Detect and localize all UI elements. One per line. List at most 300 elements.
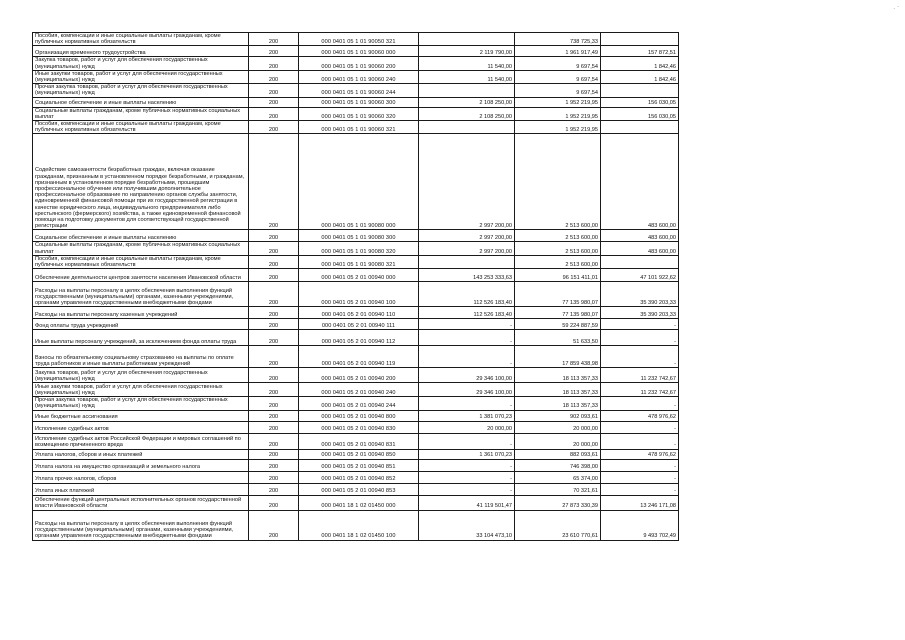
row-approved-amount-text: 112 526 183,40 [473,300,512,307]
row-executed-amount-text: 2 513 600,00 [565,248,598,255]
row-name-cell [33,230,249,242]
row-remaining-amount-text: 1 842,46 [654,63,676,70]
row-kbk-code-cell [299,471,419,483]
row-line-code-cell [249,255,299,268]
row-remaining-amount-cell [601,330,679,346]
row-name-text: Иные закупки товаров, работ и услуг для обеспечения государственных (муниципальных) нужд [35,383,223,397]
row-remaining-amount-cell [601,107,679,120]
row-kbk-code-cell [299,230,419,242]
row-kbk-code-text: 000 0401 05 2 01 00940 831 [321,442,396,449]
row-executed-amount-text: 18 113 357,33 [562,390,598,397]
row-line-code-cell [249,84,299,97]
row-kbk-code-text: 000 0401 05 1 01 90060 300 [321,100,396,107]
row-name-text: Уплата налогов, сборов и иных платежей [35,452,143,459]
row-line-code-cell [249,121,299,134]
row-kbk-code-cell [299,368,419,383]
row-line-code-text: 200 [268,223,279,230]
row-name-text: Пособия, компенсации и иные социальные выплаты гражданам, кроме публичных нормативных обязательств [35,121,221,134]
table-row [33,319,679,330]
row-line-code-text: 200 [268,100,279,107]
row-line-code-cell [249,307,299,319]
row-line-code-text: 200 [268,503,279,510]
row-remaining-amount-cell [601,368,679,383]
row-approved-amount-text: - [510,403,512,410]
row-executed-amount-text: 59 224 887,59 [562,323,598,330]
row-executed-amount-text: 1 952 219,95 [565,127,598,134]
row-approved-amount-text: 20 000,00 [487,426,512,433]
row-kbk-code-text: 000 0401 05 2 01 00940 244 [321,403,396,410]
row-kbk-code-text: 000 0401 05 2 01 00940 850 [321,452,396,459]
row-approved-amount-text: 11 540,00 [487,63,512,70]
row-name-text: Организация временного трудоустройства [35,50,146,57]
row-executed-amount-cell [515,410,601,421]
row-name-text: Фонд оплаты труда учреждений [35,323,119,330]
row-executed-amount-cell [515,471,601,483]
row-remaining-amount-text: 483 600,00 [648,235,676,242]
row-approved-amount-text: - [510,323,512,330]
table-row [33,121,679,134]
row-line-code-text: 200 [268,262,279,269]
row-line-code-cell [249,368,299,383]
table-row [33,242,679,255]
row-approved-amount-cell [419,242,515,255]
row-approved-amount-cell [419,282,515,307]
row-remaining-amount-cell [601,346,679,368]
row-kbk-code-cell [299,121,419,134]
row-executed-amount-text: 18 113 357,33 [562,376,598,383]
row-approved-amount-text: 2 108 250,00 [479,113,512,120]
table-row [33,57,679,70]
row-approved-amount-cell [419,368,515,383]
row-approved-amount-text: 2 108 250,00 [479,100,512,107]
row-kbk-code-cell [299,134,419,230]
row-remaining-amount-text: 11 232 742,67 [640,390,676,397]
row-line-code-cell [249,510,299,540]
row-approved-amount-text: 143 253 333,63 [473,275,512,282]
row-name-cell [33,97,249,107]
row-remaining-amount-text: - [674,361,676,368]
row-approved-amount-cell [419,70,515,83]
row-line-code-cell [249,346,299,368]
row-line-code-text: 200 [268,414,279,421]
row-name-cell [33,410,249,421]
row-kbk-code-text: 000 0401 05 1 01 90050 321 [321,39,396,46]
row-executed-amount-text: 77 135 980,07 [562,300,598,307]
row-line-code-text: 200 [268,442,279,449]
row-approved-amount-cell [419,397,515,410]
row-kbk-code-cell [299,483,419,495]
row-name-cell [33,483,249,495]
row-approved-amount-cell [419,33,515,46]
row-remaining-amount-text: 11 232 742,67 [640,376,676,383]
row-kbk-code-text: 000 0401 05 1 01 90060 320 [321,113,396,120]
row-kbk-code-text: 000 0401 05 2 01 00940 240 [321,390,396,397]
row-line-code-text: 200 [268,235,279,242]
row-executed-amount-text: 65 374,00 [573,476,598,483]
row-remaining-amount-cell [601,242,679,255]
table-row [33,107,679,120]
row-name-text: Прочая закупка товаров, работ и услуг для обеспечения государственных (муниципальных) нужд [35,397,228,410]
row-executed-amount-text: 1 952 219,95 [565,100,598,107]
row-remaining-amount-text: 9 493 702,49 [643,533,676,540]
row-executed-amount-cell [515,421,601,433]
row-executed-amount-text: 27 873 330,39 [562,503,598,510]
row-name-text: Взносы по обязательному социальному страхованию на выплаты по оплате труда работников и иные выплаты работникам учреждений [35,354,234,368]
row-executed-amount-cell [515,46,601,57]
row-remaining-amount-text: - [674,464,676,471]
row-remaining-amount-text: 1 842,46 [654,77,676,84]
row-kbk-code-text: 000 0401 18 1 02 01450 100 [321,533,396,540]
row-line-code-text: 200 [268,476,279,483]
row-kbk-code-text: 000 0401 05 2 01 00940 852 [321,476,396,483]
row-name-text: Социальные выплаты гражданам, кроме публичных нормативных социальных выплат [35,242,241,255]
row-name-cell [33,255,249,268]
row-executed-amount-cell [515,510,601,540]
row-executed-amount-cell [515,107,601,120]
row-executed-amount-text: 20 000,00 [573,426,598,433]
row-name-cell [33,307,249,319]
corner-mark: . · [893,4,899,11]
row-kbk-code-text: 000 0401 05 2 01 00940 112 [321,339,396,346]
row-remaining-amount-cell [601,319,679,330]
row-executed-amount-text: 2 513 600,00 [565,235,598,242]
row-approved-amount-cell [419,495,515,510]
row-executed-amount-cell [515,269,601,282]
row-remaining-amount-cell [601,255,679,268]
row-line-code-text: 200 [268,464,279,471]
row-executed-amount-cell [515,383,601,397]
row-approved-amount-cell [419,449,515,459]
row-kbk-code-text: 000 0401 05 1 01 90080 000 [321,223,396,230]
row-line-code-cell [249,433,299,449]
row-remaining-amount-cell [601,510,679,540]
table-row [33,46,679,57]
row-remaining-amount-cell [601,230,679,242]
row-remaining-amount-text: 483 600,00 [648,248,676,255]
row-executed-amount-cell [515,230,601,242]
row-approved-amount-text: - [510,464,512,471]
row-executed-amount-cell [515,346,601,368]
row-approved-amount-text: 2 997 200,00 [479,248,512,255]
row-line-code-text: 200 [268,403,279,410]
row-kbk-code-cell [299,410,419,421]
row-line-code-cell [249,471,299,483]
row-remaining-amount-cell [601,134,679,230]
row-line-code-text: 200 [268,426,279,433]
row-line-code-cell [249,134,299,230]
row-approved-amount-text: 2 119 790,00 [479,50,512,57]
row-kbk-code-cell [299,57,419,70]
row-name-cell [33,495,249,510]
row-remaining-amount-text: - [674,442,676,449]
row-line-code-cell [249,410,299,421]
table-row [33,282,679,307]
row-line-code-text: 200 [268,127,279,134]
row-remaining-amount-cell [601,459,679,471]
row-line-code-text: 200 [268,323,279,330]
row-name-text: Расходы на выплаты персоналу в целях обеспечения выполнения функций государственными (муниципальными) органами, казенными учреждениями, органами управления государственными внебюджетными фондами [35,287,234,307]
row-line-code-cell [249,97,299,107]
row-line-code-text: 200 [268,248,279,255]
row-executed-amount-cell [515,433,601,449]
row-name-text: Иные бюджетные ассигнования [35,414,118,421]
row-line-code-text: 200 [268,39,279,46]
row-kbk-code-cell [299,307,419,319]
row-line-code-cell [249,242,299,255]
table-row [33,346,679,368]
row-executed-amount-cell [515,242,601,255]
table-row [33,410,679,421]
row-kbk-code-text: 000 0401 05 1 01 90060 240 [321,77,396,84]
row-line-code-text: 200 [268,376,279,383]
row-name-cell [33,368,249,383]
row-executed-amount-cell [515,397,601,410]
row-name-cell [33,134,249,230]
table-row [33,397,679,410]
row-remaining-amount-cell [601,449,679,459]
row-remaining-amount-text: - [674,339,676,346]
row-line-code-cell [249,46,299,57]
table-row [33,383,679,397]
row-executed-amount-cell [515,134,601,230]
row-name-cell [33,510,249,540]
row-remaining-amount-cell [601,33,679,46]
row-executed-amount-text: 18 113 357,33 [562,403,598,410]
row-kbk-code-cell [299,97,419,107]
row-executed-amount-cell [515,449,601,459]
row-remaining-amount-text: 478 976,62 [648,452,676,459]
row-executed-amount-cell [515,255,601,268]
row-remaining-amount-text: 47 101 922,62 [640,275,676,282]
row-kbk-code-text: 000 0401 05 2 01 00940 853 [321,488,396,495]
row-name-cell [33,70,249,83]
row-line-code-cell [249,319,299,330]
row-approved-amount-text: 1 361 070,23 [479,452,512,459]
row-executed-amount-cell [515,84,601,97]
row-executed-amount-text: 1 952 219,95 [565,113,598,120]
table-row [33,459,679,471]
table-row [33,495,679,510]
row-kbk-code-cell [299,330,419,346]
row-kbk-code-cell [299,282,419,307]
row-name-text: Уплата прочих налогов, сборов [35,476,117,483]
row-name-cell [33,383,249,397]
row-kbk-code-text: 000 0401 05 1 01 90060 244 [321,90,396,97]
row-kbk-code-cell [299,346,419,368]
row-executed-amount-cell [515,57,601,70]
row-name-cell [33,319,249,330]
row-kbk-code-cell [299,269,419,282]
row-line-code-text: 200 [268,339,279,346]
row-executed-amount-text: 17 859 438,98 [562,361,598,368]
row-remaining-amount-cell [601,383,679,397]
row-approved-amount-text: 41 119 501,47 [476,503,512,510]
row-approved-amount-text: - [510,442,512,449]
row-line-code-cell [249,383,299,397]
row-name-cell [33,459,249,471]
row-line-code-cell [249,269,299,282]
row-executed-amount-text: 9 697,54 [576,90,598,97]
row-name-text: Иные закупки товаров, работ и услуг для обеспечения государственных (муниципальных) нужд [35,70,223,84]
row-executed-amount-cell [515,33,601,46]
row-approved-amount-text: - [510,361,512,368]
row-approved-amount-cell [419,57,515,70]
row-remaining-amount-cell [601,269,679,282]
row-remaining-amount-cell [601,57,679,70]
row-approved-amount-cell [419,107,515,120]
row-line-code-text: 200 [268,63,279,70]
row-line-code-text: 200 [268,452,279,459]
row-name-cell [33,346,249,368]
row-remaining-amount-text: 156 030,05 [648,100,676,107]
row-kbk-code-text: 000 0401 05 1 01 90060 200 [321,63,396,70]
row-executed-amount-text: 2 513 600,00 [565,223,598,230]
row-remaining-amount-text: 13 246 171,08 [640,503,676,510]
row-executed-amount-text: 2 513 600,00 [565,262,598,269]
row-approved-amount-cell [419,46,515,57]
row-approved-amount-cell [419,433,515,449]
row-remaining-amount-text: 156 030,05 [648,113,676,120]
row-name-cell [33,433,249,449]
row-line-code-text: 200 [268,312,279,319]
table-row [33,134,679,230]
row-remaining-amount-cell [601,471,679,483]
row-approved-amount-cell [419,483,515,495]
row-approved-amount-text: - [510,476,512,483]
row-line-code-cell [249,230,299,242]
row-name-text: Уплата налога на имущество организаций и земельного налога [35,464,200,471]
row-executed-amount-cell [515,121,601,134]
row-name-text: Обеспечение деятельности центров занятости населения Ивановской области [35,275,241,282]
row-approved-amount-text: 2 997 200,00 [479,223,512,230]
row-remaining-amount-text: - [674,476,676,483]
row-executed-amount-text: 746 398,00 [570,464,598,471]
row-name-cell [33,397,249,410]
row-kbk-code-cell [299,433,419,449]
row-line-code-cell [249,449,299,459]
row-remaining-amount-text: - [674,403,676,410]
row-line-code-cell [249,483,299,495]
row-approved-amount-cell [419,84,515,97]
row-remaining-amount-text: - [674,426,676,433]
row-approved-amount-cell [419,319,515,330]
row-remaining-amount-cell [601,483,679,495]
row-executed-amount-cell [515,459,601,471]
row-kbk-code-text: 000 0401 18 1 02 01450 000 [321,503,396,510]
row-remaining-amount-text: 478 976,62 [648,414,676,421]
row-name-text: Закупка товаров, работ и услуг для обеспечения государственных (муниципальных) нужд [35,369,208,383]
row-executed-amount-text: 882 093,61 [570,452,598,459]
row-executed-amount-cell [515,495,601,510]
budget-report-sheet [32,32,678,606]
row-kbk-code-text: 000 0401 05 2 01 00940 119 [321,361,396,368]
row-kbk-code-cell [299,242,419,255]
row-name-text: Исполнение судебных актов [35,426,109,433]
row-executed-amount-cell [515,319,601,330]
row-executed-amount-text: 23 610 770,61 [562,533,598,540]
row-line-code-text: 200 [268,390,279,397]
row-name-text: Социальное обеспечение и иные выплаты населению [35,235,177,242]
row-line-code-text: 200 [268,300,279,307]
row-line-code-text: 200 [268,50,279,57]
table-row [33,471,679,483]
table-row [33,421,679,433]
row-line-code-cell [249,33,299,46]
row-remaining-amount-cell [601,433,679,449]
row-remaining-amount-text: - [674,323,676,330]
row-name-text: Содействие самозанятости безработных граждан, включая оказание гражданам, признанным в установленном порядке безработными, и гражданам, признанным в установленном порядке безработными, прошедшим профессиональное обучение или получившим дополнительное профессиональное образование по направлению органов службы занятости, единовременной финансовой помощи при их государственной регистрации в качестве юридического лица, индивидуального предпринимателя либо крестьянского (фермерского) хозяйства, а также единовременной финансовой помощи на подготовку документов для соответствующей государственной регистрации [35,167,245,230]
row-approved-amount-cell [419,269,515,282]
row-approved-amount-cell [419,510,515,540]
row-kbk-code-text: 000 0401 05 2 01 00940 830 [321,426,396,433]
row-approved-amount-cell [419,383,515,397]
row-approved-amount-cell [419,134,515,230]
row-executed-amount-text: 96 151 411,01 [562,275,598,282]
row-remaining-amount-text: 35 390 203,33 [640,312,676,319]
row-executed-amount-text: 9 697,54 [576,63,598,70]
row-executed-amount-text: 20 000,00 [573,442,598,449]
row-kbk-code-cell [299,46,419,57]
row-name-cell [33,269,249,282]
row-remaining-amount-text: 35 390 203,33 [640,300,676,307]
row-line-code-text: 200 [268,77,279,84]
row-line-code-text: 200 [268,90,279,97]
row-line-code-cell [249,282,299,307]
row-name-text: Расходы на выплаты персоналу в целях обеспечения выполнения функций государственными (муниципальными) органами, казенными учреждениями, органами управления государственными внебюджетными фондами [35,521,234,540]
row-remaining-amount-cell [601,121,679,134]
row-approved-amount-cell [419,410,515,421]
row-kbk-code-cell [299,319,419,330]
row-name-cell [33,46,249,57]
row-kbk-code-text: 000 0401 05 2 01 00940 800 [321,414,396,421]
row-executed-amount-cell [515,368,601,383]
row-approved-amount-cell [419,421,515,433]
row-kbk-code-text: 000 0401 05 2 01 00940 851 [321,464,396,471]
row-remaining-amount-cell [601,307,679,319]
row-kbk-code-text: 000 0401 05 1 01 90080 321 [321,262,396,269]
row-approved-amount-text: 33 104 473,10 [476,533,512,540]
row-name-text: Социальное обеспечение и иные выплаты населению [35,100,177,107]
row-name-text: Расходы на выплаты персоналу казенных учреждений [35,312,178,319]
row-executed-amount-text: 1 961 917,49 [565,50,598,57]
row-name-cell [33,449,249,459]
row-approved-amount-cell [419,255,515,268]
row-approved-amount-text: 1 381 070,23 [479,414,512,421]
row-line-code-cell [249,421,299,433]
row-approved-amount-cell [419,346,515,368]
row-kbk-code-text: 000 0401 05 2 01 00940 200 [321,376,396,383]
row-name-cell [33,107,249,120]
row-kbk-code-text: 000 0401 05 2 01 00940 000 [321,275,396,282]
table-row [33,70,679,83]
row-line-code-text: 200 [268,533,279,540]
table-row [33,269,679,282]
table-row [33,510,679,540]
row-name-cell [33,421,249,433]
table-row [33,483,679,495]
row-remaining-amount-cell [601,97,679,107]
row-approved-amount-cell [419,307,515,319]
row-name-cell [33,471,249,483]
row-name-cell [33,121,249,134]
row-name-text: Социальные выплаты гражданам, кроме публичных нормативных социальных выплат [35,107,241,120]
row-line-code-text: 200 [268,488,279,495]
row-kbk-code-text: 000 0401 05 2 01 00940 110 [321,312,396,319]
row-remaining-amount-cell [601,410,679,421]
table-row [33,330,679,346]
row-remaining-amount-cell [601,46,679,57]
row-kbk-code-cell [299,107,419,120]
